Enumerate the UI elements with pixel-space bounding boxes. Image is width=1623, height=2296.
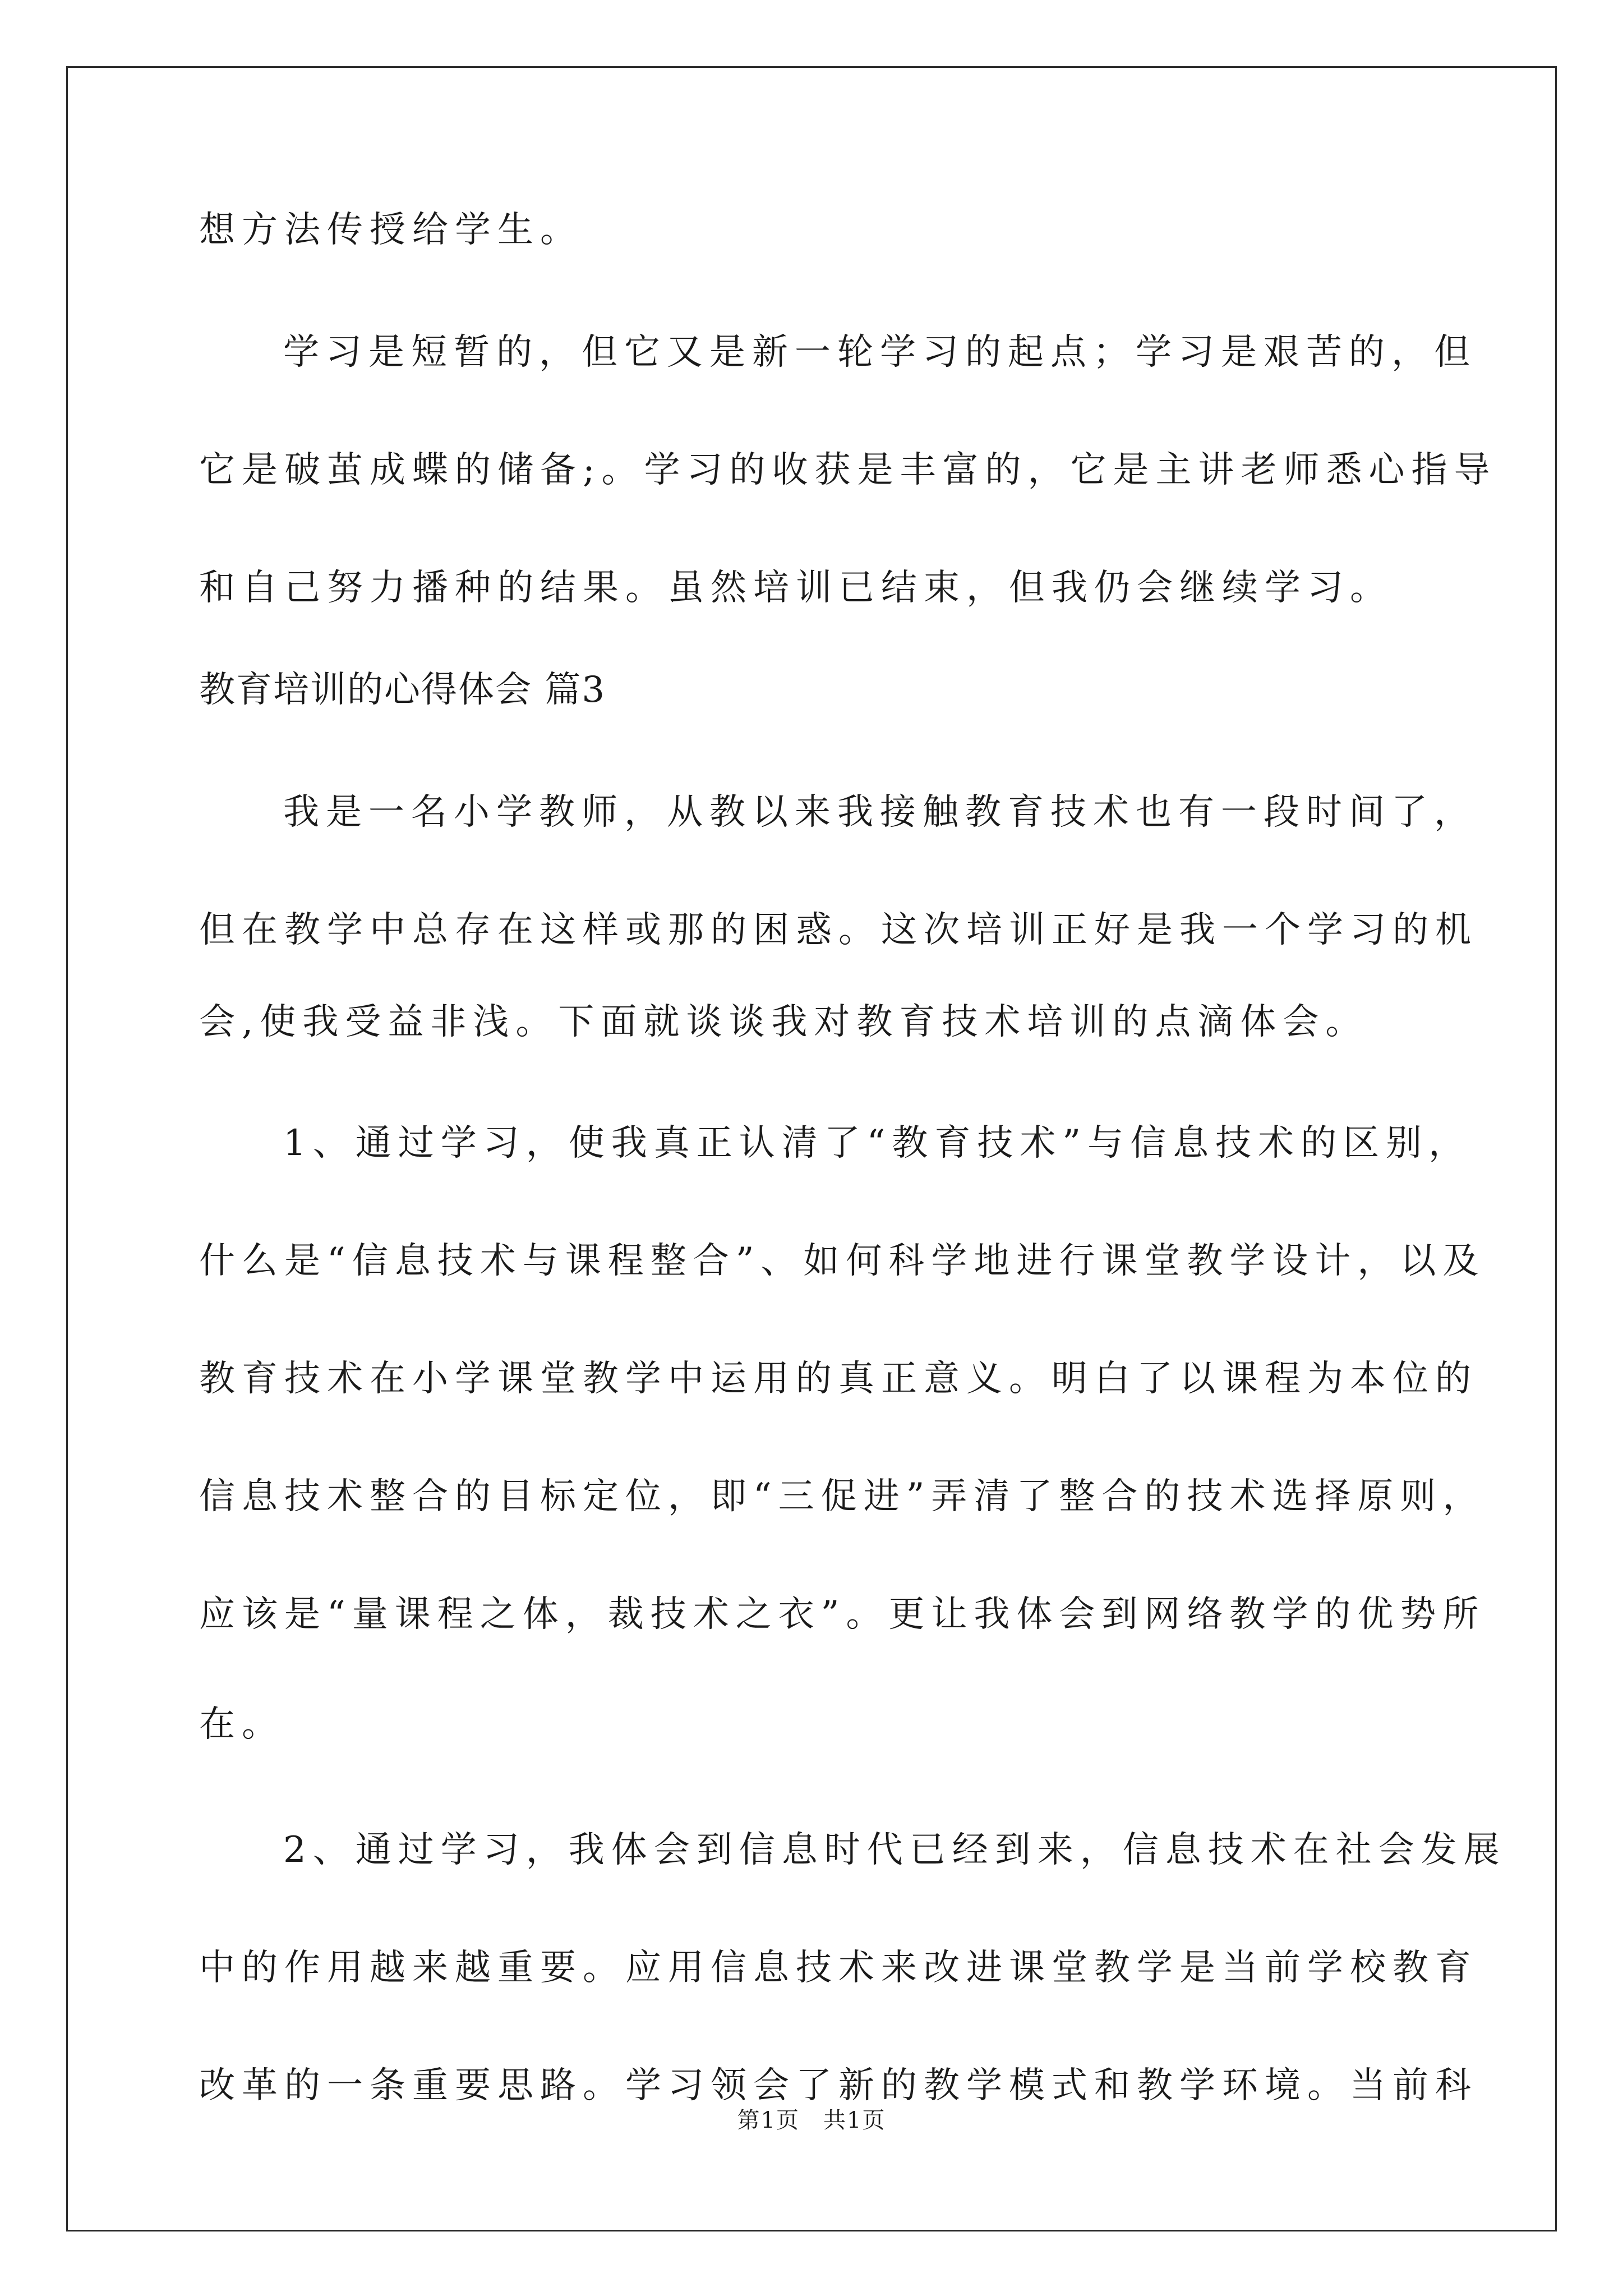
text-line-1: 想方法传授给学生。 xyxy=(199,209,583,251)
text-line-14: 在。 xyxy=(199,1704,284,1745)
text-line-11: 教育技术在小学课堂教学中运用的真正意义。明白了以课程为本位的 xyxy=(199,1358,1478,1400)
text-line-8: 会,使我受益非浅。下面就谈谈我对教育技术培训的点滴体会。 xyxy=(199,1001,1368,1043)
section-heading: 教育培训的心得体会 篇3 xyxy=(199,669,606,711)
text-line-15: 2、通过学习，我体会到信息时代已经到来，信息技术在社会发展 xyxy=(283,1829,1506,1871)
text-line-12: 信息技术整合的目标定位，即“三促进”弄清了整合的技术选择原则， xyxy=(199,1476,1486,1517)
text-line-7: 但在教学中总存在这样或那的困惑。这次培训正好是我一个学习的机 xyxy=(199,909,1478,951)
text-line-3: 它是破茧成蝶的储备;。学习的收获是丰富的，它是主讲老师悉心指导 xyxy=(199,449,1497,491)
text-line-2: 学习是短暂的，但它又是新一轮学习的起点；学习是艰苦的，但 xyxy=(283,332,1477,373)
text-line-4: 和自己努力播种的结果。虽然培训已结束，但我仍会继续学习。 xyxy=(199,567,1393,609)
text-line-10: 什么是“信息技术与课程整合”、如何科学地进行课堂教学设计，以及 xyxy=(199,1240,1486,1282)
text-line-9: 1、通过学习，使我真正认清了“教育技术”与信息技术的区别， xyxy=(283,1122,1472,1164)
page-number-footer: 第1页 共1页 xyxy=(737,2108,886,2133)
text-line-6: 我是一名小学教师，从教以来我接触教育技术也有一段时间了， xyxy=(283,792,1477,833)
text-line-17: 改革的一条重要思路。学习领会了新的教学模式和教学环境。当前科 xyxy=(199,2065,1478,2106)
text-line-16: 中的作用越来越重要。应用信息技术来改进课堂教学是当前学校教育 xyxy=(199,1947,1478,1989)
text-line-13: 应该是“量课程之体，裁技术之衣”。更让我体会到网络教学的优势所 xyxy=(199,1594,1486,1635)
